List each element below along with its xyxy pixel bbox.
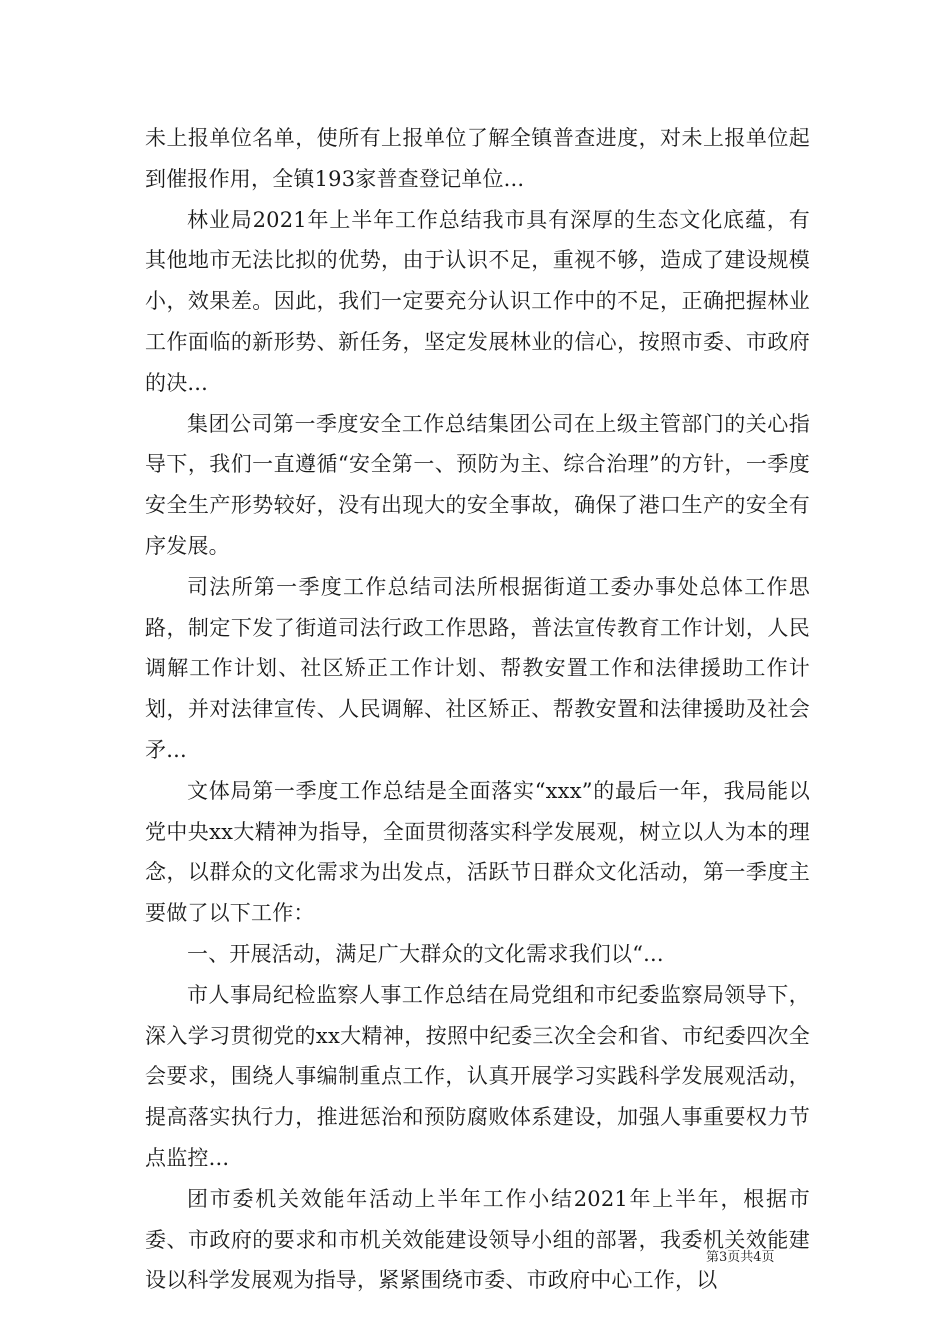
- paragraph-group-safety: 集团公司第一季度安全工作总结集团公司在上级主管部门的关心指导下，我们一直遵循“安全第一、预防为主、综合治理”的方针，一季度安全生产形势较好，没有出现大的安全事故，确保了港口生产的安全有序发展。: [145, 411, 810, 558]
- page-number: 第3页共4页: [706, 1250, 775, 1265]
- paragraph-continuation: 未上报单位名单，使所有上报单位了解全镇普查进度，对未上报单位起到催报作用，全镇193家普查登记单位...: [145, 126, 810, 191]
- paragraph-forestry-bureau: 林业局2021年上半年工作总结我市具有深厚的生态文化底蕴，有其他地市无法比拟的优势，由于认识不足，重视不够，造成了建设规模小，效果差。因此，我们一定要充分认识工作中的不足，正确把握林业工作面临的新形势、新任务，坚定发展林业的信心，按照市委、市政府的决...: [145, 207, 810, 395]
- paragraph-personnel-bureau: 市人事局纪检监察人事工作总结在局党组和市纪委监察局领导下，深入学习贯彻党的xx大精神，按照中纪委三次全会和省、市纪委四次全会要求，围绕人事编制重点工作，认真开展学习实践科学发展观活动，提高落实执行力，推进惩治和预防腐败体系建设，加强人事重要权力节点监控...: [145, 982, 810, 1170]
- paragraph-youth-league: 团市委机关效能年活动上半年工作小结2021年上半年，根据市委、市政府的要求和市机关效能建设领导小组的部署，我委机关效能建设以科学发展观为指导，紧紧围绕市委、市政府中心工作，以: [145, 1186, 810, 1293]
- paragraph-judicial-office: 司法所第一季度工作总结司法所根据街道工委办事处总体工作思路，制定下发了街道司法行政工作思路，普法宣传教育工作计划，人民调解工作计划、社区矫正工作计划、帮教安置工作和法律援助工作计划，并对法律宣传、人民调解、社区矫正、帮教安置和法律援助及社会矛...: [145, 574, 810, 762]
- paragraph-activities: 一、开展活动，满足广大群众的文化需求我们以“...: [187, 941, 664, 966]
- paragraph-culture-sports-bureau: 文体局第一季度工作总结是全面落实“xxx”的最后一年，我局能以党中央xx大精神为指导，全面贯彻落实科学发展观，树立以人为本的理念，以群众的文化需求为出发点，活跃节日群众文化活动，第一季度主要做了以下工作：: [145, 778, 810, 926]
- document-body: [145, 118, 810, 1301]
